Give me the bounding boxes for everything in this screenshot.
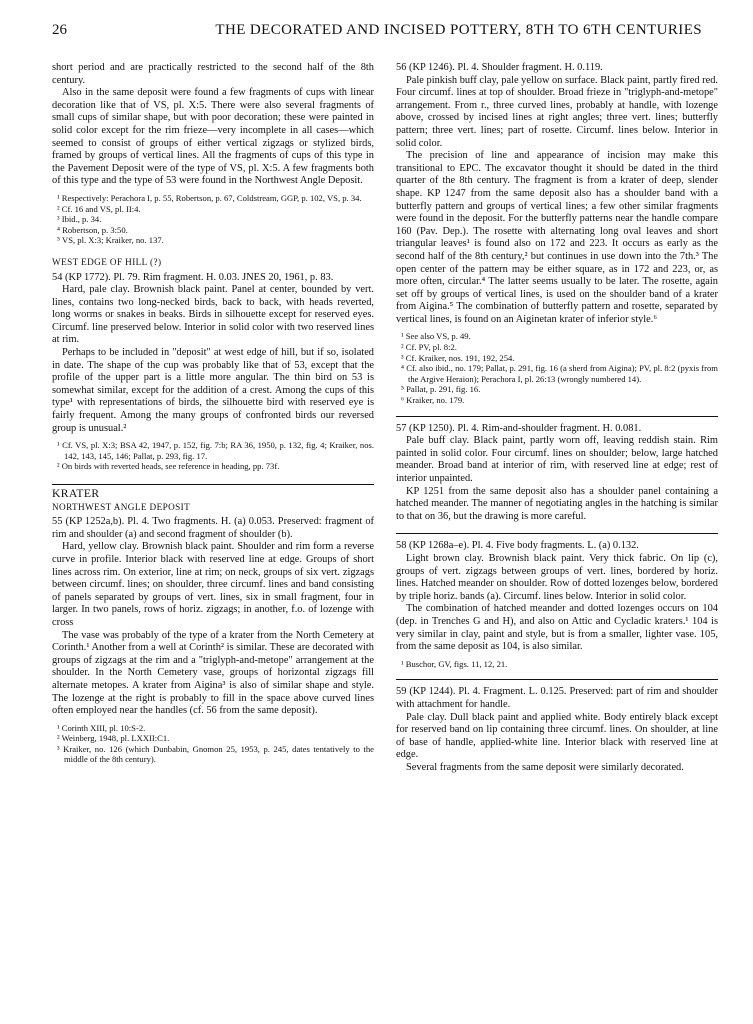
footnote: ³ Ibid., p. 34.: [57, 214, 102, 225]
right-column: [396, 62, 718, 774]
catalog-entry-heading: 54 (KP 1772). Pl. 79. Rim fragment. H. 0.03. JNES 20, 1961, p. 83.: [52, 271, 334, 283]
paragraph: The combination of hatched meander and dotted lozenges occurs on 104 (dep. in Trenches G and H), and also on Attic and Cycladic kraters.¹ 104 is very similar in clay, paint and style, but is from a smaller, lighter vase. 105, from the same deposit as 104, is also similar.: [396, 603, 718, 653]
section-heading: NORTHWEST ANGLE DEPOSIT: [52, 501, 191, 512]
footnote: ² Cf. 16 and VS, pl. II:4.: [57, 203, 141, 214]
paragraph: KP 1251 from the same deposit also has a shoulder panel containing a hatched meander. The manner of negotiating angles in the hatching is similar to that on 36, but the drawing is more careful.: [396, 485, 718, 522]
paragraph: The vase was probably of the type of a krater from the North Cemetery at Corinth.¹ Another from a well at Corinth² is similar. These are decorated with groups of zigzags at the rim and a "triglyph-and-metope" arrangement at the shoulder. In the North Cemetery vase, groups of horizontal zigzags fill alternate metopes. A krater from Aigina³ is also of similar shape and style. The lozenge at the right is probably to fill in the space above curved lines often employed near the handles (cf. 56 from the same deposit).: [52, 629, 374, 717]
footnotes: [52, 723, 374, 765]
footnotes: [396, 331, 718, 405]
footnote: ² Weinberg, 1948, pl. LXXII:C1.: [57, 733, 170, 744]
paragraph: Perhaps to be included in "deposit" at west edge of hill, but if so, isolated in date. The shape of the cup was probably like that of 53, except that the profile of the upper part is a little more angular. The thin bird on 53 is somewhat similar, except for the addition of a crest. Among the cups of this type¹ with representations of birds, the silhouette bird with reserved eye is fairly frequent. Among the many groups of confronted birds our reversed group is unusual.²: [52, 347, 374, 434]
catalog-entry-heading: 57 (KP 1250). Pl. 4. Rim-and-shoulder fragment. H. 0.081.: [396, 422, 642, 434]
left-column: [52, 62, 374, 770]
footnote: ¹ Buschor, GV, figs. 11, 12, 21.: [401, 658, 508, 669]
paragraph: The precision of line and appearance of incision may make this transitional to EPC. The excavator thought it should be dated in the third quarter of the 8th century. The fragment is from a krater of deep, slender shape. KP 1247 from the same deposit also has a shoulder band with a butterfly pattern and groups of vertical lines; a few other similar fragments were found in the deposit. For the butterfly patterns near the handle compare 160 (Pav. Dep.). The rosette with alternating long oval leaves and short triangular leaves¹ is found also on 172 and 223. It occurs as early as the second half of the 8th century,² but continues in use down into the 7th.³ The open center of the pattern may be either square, as in 172 and 223, or, as more often, circular.⁴ The latter seems usually to be later. The rosette, again set off by groups of vertical lines, is used on the shoulder band of a krater from Aigina.⁵ The combination of butterfly pattern and rosette, separated by vertical lines, is found on an Aiginetan krater of inferior style.⁶: [396, 150, 718, 325]
paragraph: Pale pinkish buff clay, pale yellow on surface. Black paint, partly fired red. Four circumf. lines at top of shoulder. Broad frieze in "triglyph-and-metope" arrangement. From r., three curved lines, probably at handle, with lozenge above, crossed by incised lines at right angles; three vert. lines; butterfly pattern; three vert. lines; part of rosette. Circumf. lines below. Interior in solid color.: [396, 74, 718, 149]
footnotes: [52, 440, 374, 472]
paragraph: Light brown clay. Brownish black paint. Very thick fabric. On lip (c), groups of vert. zigzags between groups of vert. lines, bordered by horiz. lines. Hatched meander on shoulder. Row of dotted lozenges below, bordered by triple horiz. bands (a). Circumf. lines below. Interior in solid color.: [396, 552, 718, 602]
paragraph: Hard, yellow clay. Brownish black paint. Shoulder and rim form a reverse curve in profile. Interior black with reserved line at edge. Groups of short lines across rim. On exterior, line at rim; on neck, groups of six vert. zigzags between circumf. lines; on shoulder, three circumf. lines and band consisting of panels separated by groups of vert. lines, six in small fragment, four in larger. In two panels, rows of horiz. zigzags; in another, f.o. of lozenge with cross: [52, 541, 374, 628]
paragraph: Pale clay. Dull black paint and applied white. Body entirely black except for reserved band on lip containing three circumf. lines. On shoulder, at line of base of handle, applied-white line. Interior black with reserved line at edge.: [396, 711, 718, 761]
footnotes: [396, 659, 718, 670]
footnote: ² Cf. PV, pl. 8:2.: [401, 342, 457, 353]
footnote: ¹ See also VS, p. 49.: [401, 331, 471, 342]
divider: [396, 679, 718, 680]
page-number: 26: [52, 22, 67, 38]
footnote: ³ Cf. Kraiker, nos. 191, 192, 254.: [401, 352, 515, 363]
footnote: ³ Kraiker, no. 126 (which Dunbabin, Gnomon 25, 1953, p. 245, dates tentatively to the middle of the 8th century).: [57, 743, 374, 765]
paragraph: Several fragments from the same deposit were similarly decorated.: [406, 761, 684, 773]
divider: [396, 416, 718, 417]
paragraph: short period and are practically restricted to the second half of the 8th century.: [52, 62, 374, 86]
paragraph: Also in the same deposit were found a few fragments of cups with linear decoration like that of VS, pl. X:5. There were also several fragments of small cups of similar shape, but with poor decoration; these were painted in solid color except for the rim frieze—very incomplete in all cases—which seemed to consist of groups of either vertical zigzags or stylized birds, framed by groups of vertical lines. All the fragments of cups of this type in the Pavement Deposit were of the type of VS, pl. X:5. A few fragments both of this type and the type of 53 were found in the Northwest Angle Deposit.: [52, 87, 374, 187]
catalog-entry-heading: 58 (KP 1268a–e). Pl. 4. Five body fragments. L. (a) 0.132.: [396, 540, 639, 552]
footnote: ¹ Corinth XIII, pl. 10:S-2.: [57, 722, 146, 733]
footnote: ⁵ Pallat, p. 291, fig. 16.: [401, 384, 481, 395]
catalog-entry-heading: 56 (KP 1246). Pl. 4. Shoulder fragment. H. 0.119.: [396, 62, 603, 73]
footnote: ² On birds with reverted heads, see reference in heading, pp. 73f.: [57, 461, 280, 472]
footnote: ⁴ Cf. also ibid., no. 179; Pallat, p. 291, fig. 16 (a sherd from Aigina); PV, pl. 8:2 (pyxis from the Argive Heraion); Perachora I, pl. 26:13 (wrongly numbered 14).: [401, 363, 718, 384]
paragraph: Hard, pale clay. Brownish black paint. Panel at center, bounded by vert. lines, contains two long-necked birds, back to back, with heads reverted, long worms or snakes in beaks. Birds in silhouette except for reserved eyes. Circumf. line preserved below. Interior in solid color with two reserved lines at rim.: [52, 284, 374, 346]
running-title: THE DECORATED AND INCISED POTTERY, 8TH TO 6TH CENTURIES: [215, 22, 702, 38]
divider: [396, 533, 718, 534]
footnote: ⁶ Kraiker, no. 179.: [401, 395, 465, 406]
category-heading: KRATER: [52, 484, 374, 501]
footnotes: [52, 193, 374, 246]
footnote: ¹ Respectively: Perachora I, p. 55, Robertson, p. 67, Coldstream, GGP, p. 102, VS, p. 34.: [57, 192, 362, 203]
footnote: ⁴ Robertson, p. 3:50.: [57, 224, 128, 235]
section-heading: WEST EDGE OF HILL (?): [52, 256, 162, 267]
paragraph: Pale buff clay. Black paint, partly worn off, leaving reddish stain. Rim painted in solid color. Four circumf. lines on shoulder; below, large hatched meander. Broad band at interior of rim, with reserved line at edge; rest of interior unpainted.: [396, 435, 718, 484]
running-header: [52, 22, 702, 44]
catalog-entry-heading: 55 (KP 1252a,b). Pl. 4. Two fragments. H. (a) 0.053. Preserved: fragment of rim and shoulder (a) and second fragment of shoulder (b).: [52, 516, 374, 540]
catalog-entry-heading: 59 (KP 1244). Pl. 4. Fragment. L. 0.125. Preserved: part of rim and shoulder with attachment for handle.: [396, 686, 718, 710]
footnote: ⁵ VS, pl. X:3; Kraiker, no. 137.: [57, 235, 164, 246]
footnote: ¹ Cf. VS, pl. X:3; BSA 42, 1947, p. 152, fig. 7:b; RA 36, 1950, p. 132, fig. 4; Kraiker, nos. 142, 143, 145, 146; Pallat, p. 293, fig. 17.: [57, 440, 374, 461]
